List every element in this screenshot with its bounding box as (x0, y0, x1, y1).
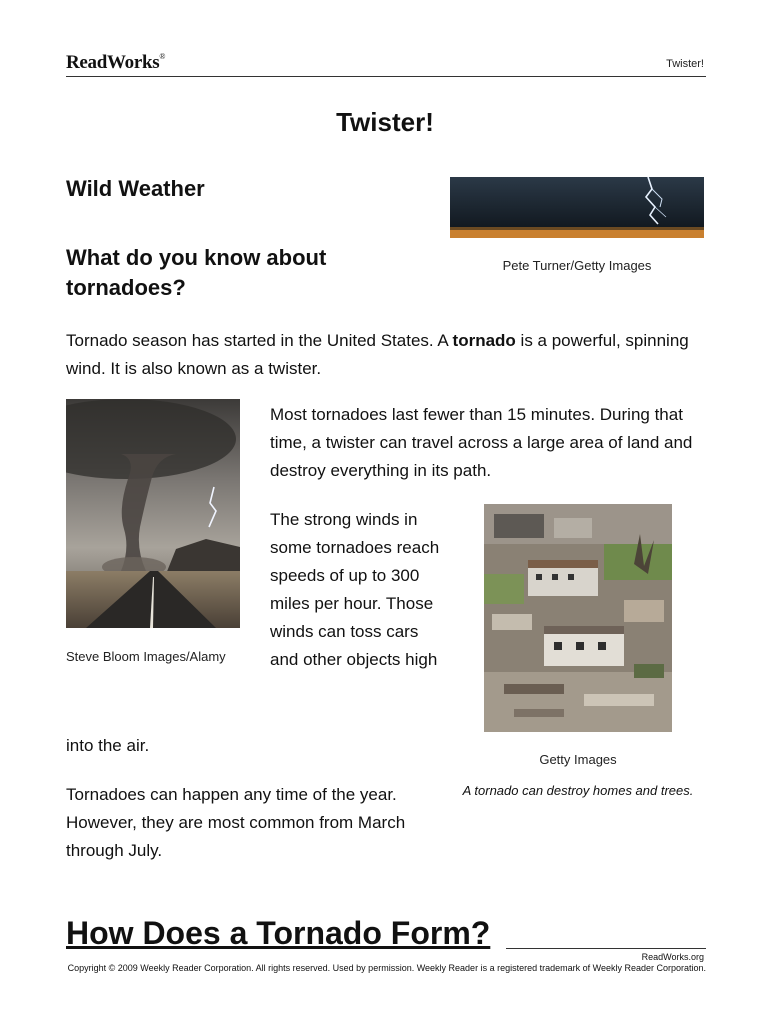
damage-photo-caption: A tornado can destroy homes and trees. (462, 783, 694, 798)
header-rule (66, 76, 706, 77)
lightning-photo (450, 177, 704, 238)
running-title: Twister! (666, 58, 704, 70)
footer-rule (506, 948, 706, 949)
tornado-road-photo (66, 399, 240, 628)
paragraph-wind-speed-continued: into the air. (66, 736, 150, 755)
paragraph-intro: Tornado season has started in the United States. A tornado is a powerful, spinning wind. It is also known as a twister. (66, 331, 689, 378)
footer-copyright: Copyright © 2009 Weekly Reader Corporation. All rights reserved. Used by permission. Weekly Reader is a registered trademark of Weekly Reader Corporation. (67, 963, 706, 973)
term-tornado: tornado (452, 331, 516, 350)
footer-site: ReadWorks.org (641, 952, 704, 962)
next-section-heading: How Does a Tornado Form? (66, 915, 491, 951)
paragraph-duration: Most tornadoes last fewer than 15 minutes. During that time, a twister can travel across a large area of land and destroy everything in its path. (270, 405, 693, 480)
paragraph-wind-speed: The strong winds in some tornadoes reach speeds of up to 300 miles per hour. Those winds can toss cars and other objects high (270, 510, 440, 669)
damage-photo-credit: Getty Images (539, 752, 617, 767)
readworks-logo: ReadWorks® (66, 52, 166, 73)
tornado-photo-credit: Steve Bloom Images/Alamy (66, 649, 226, 664)
paragraph-season: Tornadoes can happen any time of the year. However, they are most common from March through July. (66, 785, 406, 860)
question-heading: What do you know about tornadoes? (66, 245, 327, 300)
page-title: Twister! (336, 107, 434, 137)
section-heading: Wild Weather (66, 176, 205, 201)
tornado-damage-photo (484, 504, 672, 732)
lightning-photo-credit: Pete Turner/Getty Images (502, 258, 652, 273)
